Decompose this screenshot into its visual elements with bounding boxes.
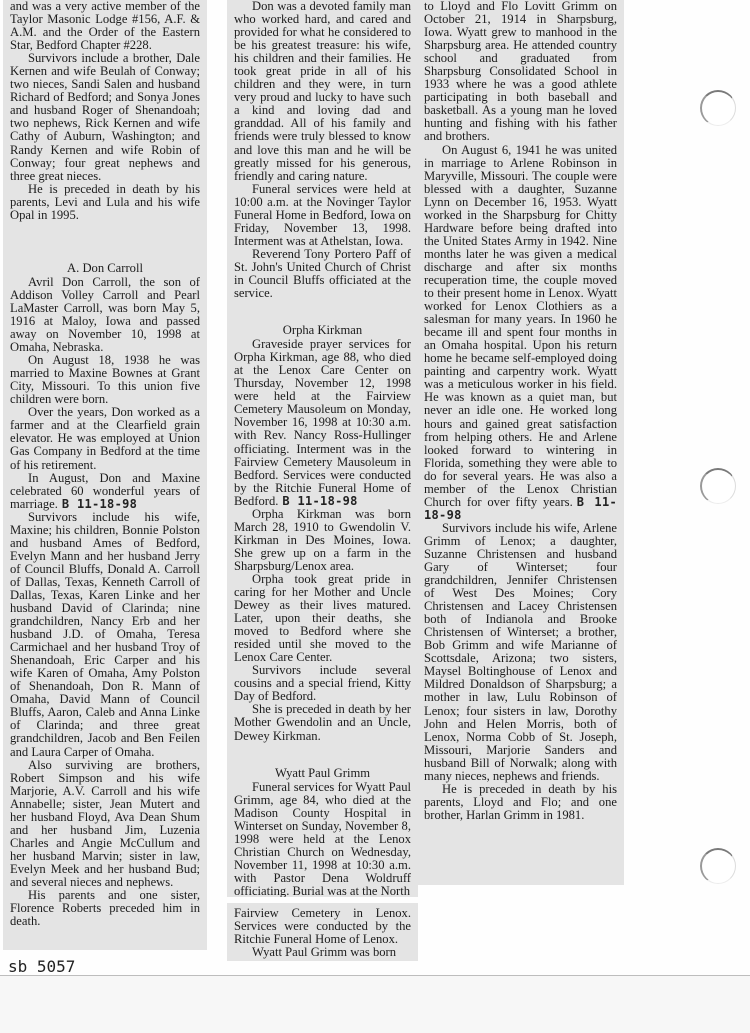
- paragraph: Also surviving are brothers, Robert Simpson and his wife Marjorie, A.V. Carroll and his wife Annabelle; sister, Jean Mutert and her husband Floyd, Ava Dean Shum and her husband Jim, Luzenia Charles and Angie McCullum and her husband Marvin; sister in law, Evelyn Meek and her husband Bud; and several nieces and nephews.: [10, 757, 200, 889]
- punch-hole-icon: [700, 468, 736, 504]
- clipping-column-1: [3, 0, 207, 950]
- paragraph: Over the years, Don worked as a farmer and at the Clearfield grain elevator. He was employed at Union Gas Company in Bedford at the time of his retirement.: [10, 405, 200, 472]
- obituary-heading: Wyatt Paul Grimm: [274, 765, 371, 780]
- paragraph: Survivors include his wife, Maxine; his children, Bonnie Polston and husband Ames of Bedford, Evelyn Mann and her husband Jerry of Council Bluffs, Donald A. Carroll of Dallas, Texas, Kenneth Carroll of Dallas, Texas, Karen Linke and her husband David of Clarinda; nine grandchildren, Nancy Erb and her husband J.D. of Omaha, Teresa Carmichael and her husband Troy of Shenandoah, Eric Carper and his wife Karen of Omaha, Amy Polston of Shenandoah, Don R. Mann of Omaha, David Mann of Council Bluffs, Aaron, Caleb and Anna Linke of Clarinda; and three great grandchildren, Jacob and Ben Feilen and Laura Carper of Omaha.: [10, 509, 200, 759]
- paragraph: His parents and one sister, Florence Roberts preceded him in death.: [10, 888, 200, 929]
- paragraph: She is preceded in death by her Mother Gwendolin and an Uncle, Dewey Kirkman.: [234, 702, 411, 743]
- paragraph: Fairview Cemetery in Lenox. Services were conducted by the Ritchie Funeral Home of Lenox.: [234, 906, 411, 947]
- paragraph: Survivors include several cousins and a special friend, Kitty Day of Bedford.: [234, 663, 411, 704]
- paragraph: Don was a devoted family man who worked hard, and cared and provided for what he considered to be his greatest treasure: his wife, his children and their families. He took great pride in all of his children and they were, in turn very proud and lucky to have such a kind and loving dad and granddad. All of his family and friends were truly blessed to know and love this man and he will be greatly missed for his generous, friendly and caring nature.: [234, 0, 411, 183]
- paragraph: Orpha took great pride in caring for her Mother and Uncle Dewey as their lives matured. Later, upon their deaths, she moved to Bedford where she resided until she moved to the Lenox Care Center.: [234, 571, 411, 665]
- paragraph: [424, 144, 617, 522]
- paragraph: Funeral services for Wyatt Paul Grimm, age 84, who died at the Madison County Hospital in Winterset on Sunday, November 8, 1998 were held at the Lenox Christian Church on Wednesday, November 11, 1998 at 10:30 a.m. with Pastor Dena Woldruff officiating. Burial was at the North: [234, 779, 411, 897]
- clipping-continuation: [227, 903, 418, 961]
- obituary-heading: A. Don Carroll: [67, 260, 143, 275]
- paragraph: Orpha Kirkman was born March 28, 1910 to Gwendolin V. Kirkman in Des Moines, Iowa. She grew up on a farm in the Sharpsburg/Lenox area.: [234, 506, 411, 573]
- punch-hole-icon: [700, 848, 736, 884]
- handwritten-date: B 11-18-98: [61, 496, 138, 511]
- clipping-column-3: [417, 0, 624, 885]
- paragraph-text: In August, Don and Maxine celebrated 60 wonderful years of marriage.: [10, 470, 200, 511]
- paragraph: [10, 472, 200, 511]
- handwritten-date: B 11-18-98: [424, 494, 618, 522]
- paragraph: Survivors include his wife, Arlene Grimm of Lenox; a daughter, Suzanne Christensen and husband Gary of Winterset; four grandchildren, Jennifer Christensen of West Des Moines; Cory Christensen and Lacey Christensen both of Indianola and Brooke Christensen of Winterset; a brother, Bob Grimm and wife Marianne of Scottsdale, Arizona; two sisters, Maysel Boltinghouse of Lenox and Mildred Donaldson of Sharpsburg; a mother in law, Lulu Robinson of Lenox; four sisters in law, Dorothy John and Helen Morris, both of Lenox, Norma Cobb of St. Joseph, Missouri, Marjorie Sanders and husband Bill of Norwalk; along with many nieces, nephews and friends.: [424, 520, 617, 783]
- handwritten-id-label: sb 5057: [8, 957, 76, 976]
- paragraph: Avril Don Carroll, the son of Addison Volley Carroll and Pearl LaMaster Carroll, was born May 5, 1916 at Maloy, Iowa and passed away on November 10, 1998 at Omaha, Nebraska.: [10, 274, 200, 355]
- paragraph: to Lloyd and Flo Lovitt Grimm on October 21, 1914 in Sharpsburg, Iowa. Wyatt grew to manhood in the Sharpsburg area. He attended country school and graduated from Sharpsburg Consolidated School in 1933 where he was a good athlete participating in both baseball and basketball. As a young man he loved hunting and fishing with his father and brothers.: [424, 0, 617, 144]
- obituary-heading: Orpha Kirkman: [282, 323, 363, 338]
- paragraph: [234, 338, 411, 508]
- paragraph: On August 18, 1938 he was married to Maxine Bownes at Grant City, Missouri. To this union five children were born.: [10, 353, 200, 407]
- paragraph: He is preceded in death by his parents, Levi and Lula and his wife Opal in 1995.: [10, 181, 200, 222]
- handwritten-date: B 11-18-98: [282, 493, 358, 508]
- scan-background: [0, 976, 750, 1033]
- paragraph-text: Graveside prayer services for Orpha Kirkman, age 88, who died at the Lenox Care Center on Thursday, November 12, 1998 were held at the Fairview Cemetery Mausoleum on Monday, November 16, 1998 at 10:30 a.m. with Rev. Nancy Ross-Hullinger officiating. Interment was in the Fairview Cemetery Mausoleum in Bedford. Services were conducted by the Ritchie Funeral Home of Bedford.: [234, 337, 411, 508]
- clipping-column-2: [227, 0, 418, 897]
- paragraph: Funeral services were held at 10:00 a.m. at the Novinger Taylor Funeral Home in Bedford, Iowa on Friday, November 13, 1998. Interment was at Athelstan, Iowa.: [234, 181, 411, 248]
- paragraph: Reverend Tony Portero Paff of St. John's United Church of Christ in Council Bluffs officiated at the service.: [234, 246, 411, 301]
- paragraph: He is preceded in death by his parents, Lloyd and Flo; and one brother, Harlan Grimm in 1981.: [424, 781, 617, 822]
- paragraph-text: On August 6, 1941 he was united in marriage to Arlene Robinson in Maryville, Missouri. The couple were blessed with a daughter, Suzanne Lynn on December 16, 1953. Wyatt worked in the Sharpsburg for Chitty Hardware before being drafted into the United States Army in 1942. Nine months later he was given a medical discharge and after six months recuperation time, the couple moved to their present home in Lenox. Wyatt worked for Lenox Clothiers as a salesman for many years. In 1960 he became ill and spent four months in an Omaha hospital. Upon his return home he became self-employed doing painting and carpentry work. Wyatt was a meticulous worker in his field. He was known as a quiet man, but never an idle one. He worked long hours and gained great satisfaction from helping others. He and Arlene looked forward to wintering in Florida, something they were able to do for several years. He was also a member of the Lenox Christian Church for over fifty years.: [424, 142, 617, 509]
- paragraph: Survivors include a brother, Dale Kernen and wife Beulah of Conway; two nieces, Sandi Salen and husband Richard of Bedford; and Sonya Jones and husband Roger of Shenandoah; two nephews, Rick Kernen and wife Cathy of Auburn, Washington; and Randy Kernen and wife Robin of Conway; four great nephews and three great nieces.: [10, 51, 200, 183]
- paragraph: and was a very active member of the Taylor Masonic Lodge #156, A.F. & A.M. and the Order of the Eastern Star, Bedford Chapter #228.: [10, 0, 200, 53]
- paragraph: Wyatt Paul Grimm was born: [252, 945, 397, 960]
- punch-hole-icon: [700, 90, 736, 126]
